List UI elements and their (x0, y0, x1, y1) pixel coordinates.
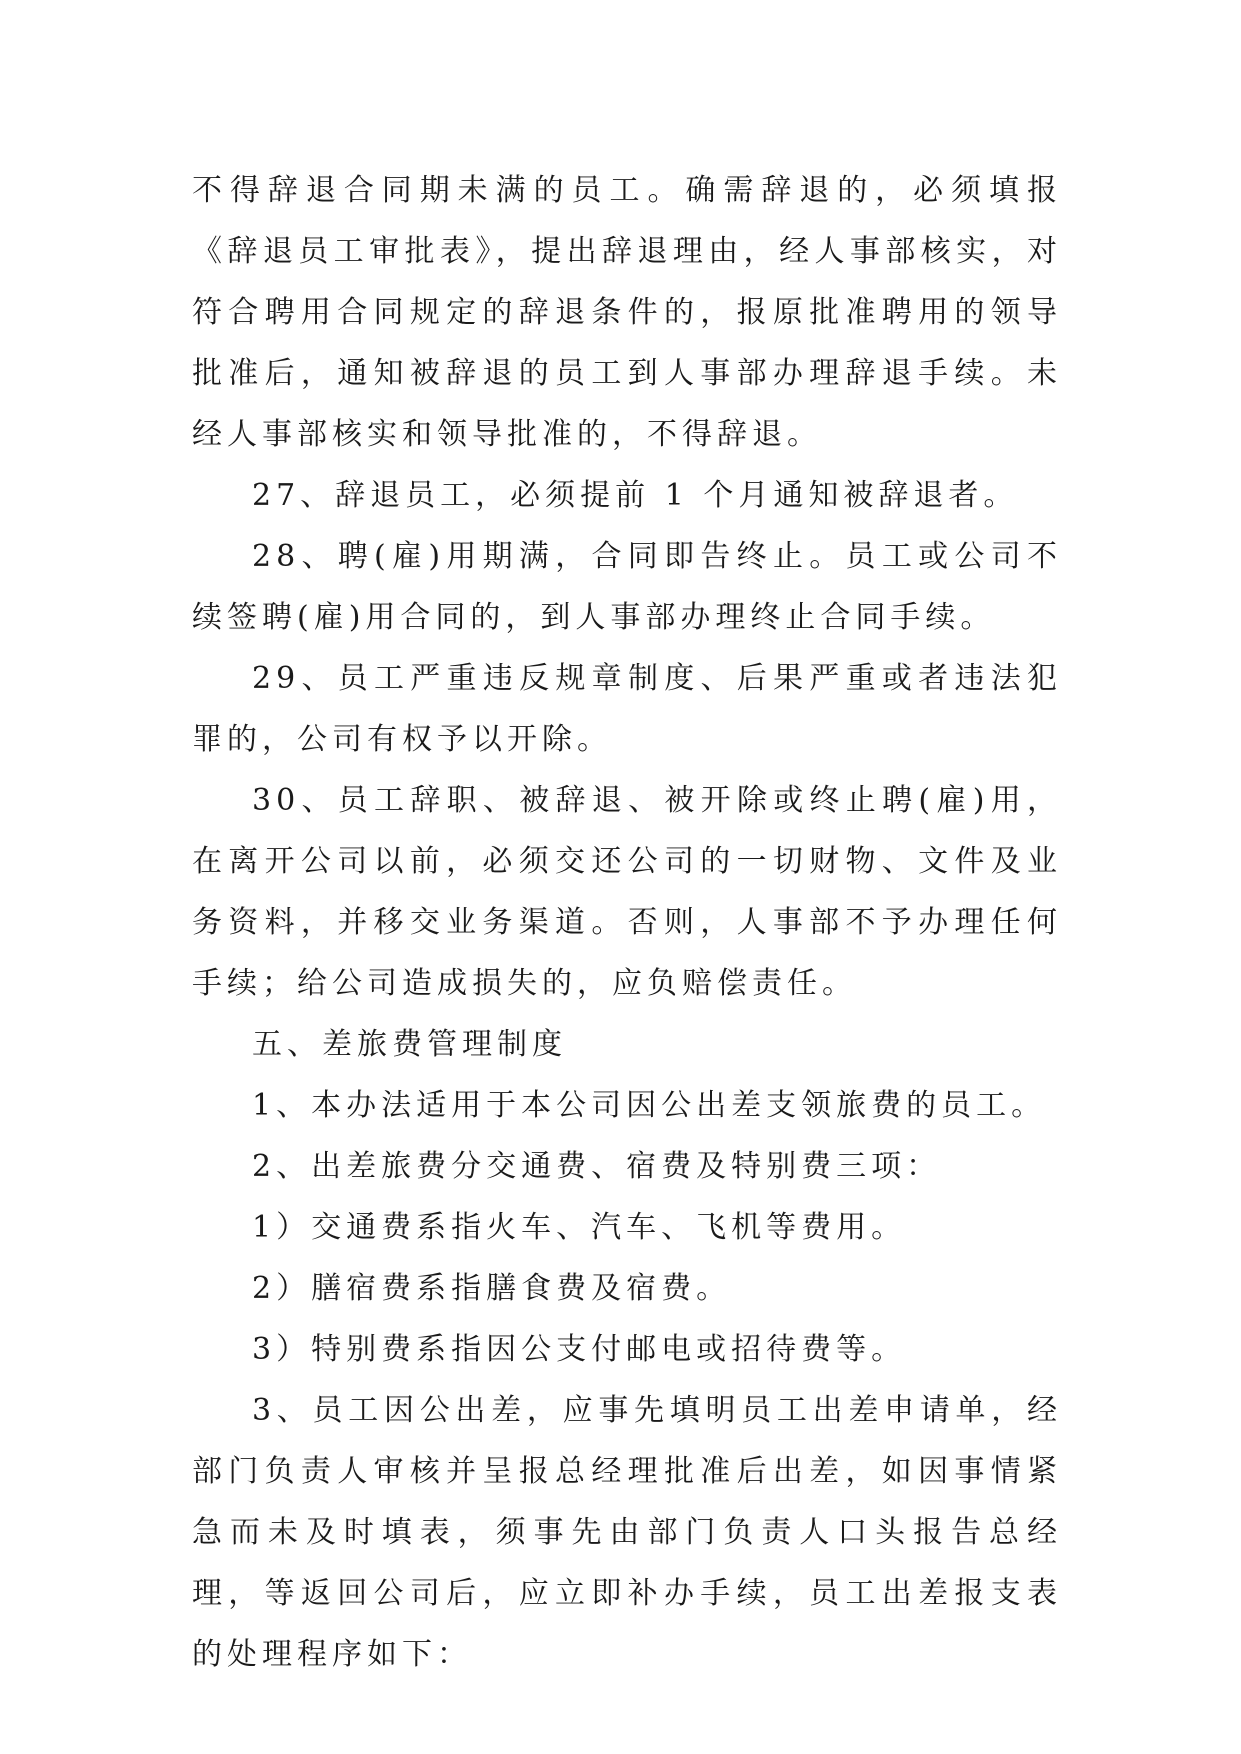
paragraph-travel-item-3: 3、员工因公出差，应事先填明员工出差申请单，经部门负责人审核并呈报总经理批准后出差，如因事情紧急而未及时填表，须事先由部门负责人口头报告总经理，等返回公司后，应立即补办手续，员工出差报支表的处理程序如下： (192, 1393, 1062, 1672)
paragraph-item-30: 30、员工辞职、被辞退、被开除或终止聘(雇)用，在离开公司以前，必须交还公司的一切财物、文件及业务资料，并移交业务渠道。否则，人事部不予办理任何手续；给公司造成损失的，应负赔偿责任。 (192, 783, 1062, 1001)
paragraph-item-27: 27、辞退员工，必须提前 1 个月通知被辞退者。 (252, 478, 1019, 513)
paragraph-travel-item-2: 2、出差旅费分交通费、宿费及特别费三项： (252, 1149, 942, 1184)
paragraph-dismissal-conditions: 不得辞退合同期未满的员工。确需辞退的，必须填报《辞退员工审批表》，提出辞退理由，经人事部核实，对符合聘用合同规定的辞退条件的，报原批准聘用的领导批准后，通知被辞退的员工到人事部办理辞退手续。未经人事部核实和领导批准的，不得辞退。 (192, 173, 1062, 452)
document-body (192, 160, 1062, 1685)
paragraph-item-28: 28、聘(雇)用期满，合同即告终止。员工或公司不续签聘(雇)用合同的，到人事部办理终止合同手续。 (192, 539, 1062, 635)
paragraph-travel-subitem-3: 3）特别费系指因公支付邮电或招待费等。 (252, 1332, 907, 1367)
paragraph-travel-subitem-1: 1）交通费系指火车、汽车、飞机等费用。 (252, 1210, 907, 1245)
paragraph-travel-item-1: 1、本办法适用于本公司因公出差支领旅费的员工。 (252, 1088, 1047, 1123)
paragraph-item-29: 29、员工严重违反规章制度、后果严重或者违法犯罪的，公司有权予以开除。 (192, 661, 1062, 757)
section-heading-travel-expenses: 五、差旅费管理制度 (252, 1027, 567, 1062)
paragraph-travel-subitem-2: 2）膳宿费系指膳食费及宿费。 (252, 1271, 732, 1306)
